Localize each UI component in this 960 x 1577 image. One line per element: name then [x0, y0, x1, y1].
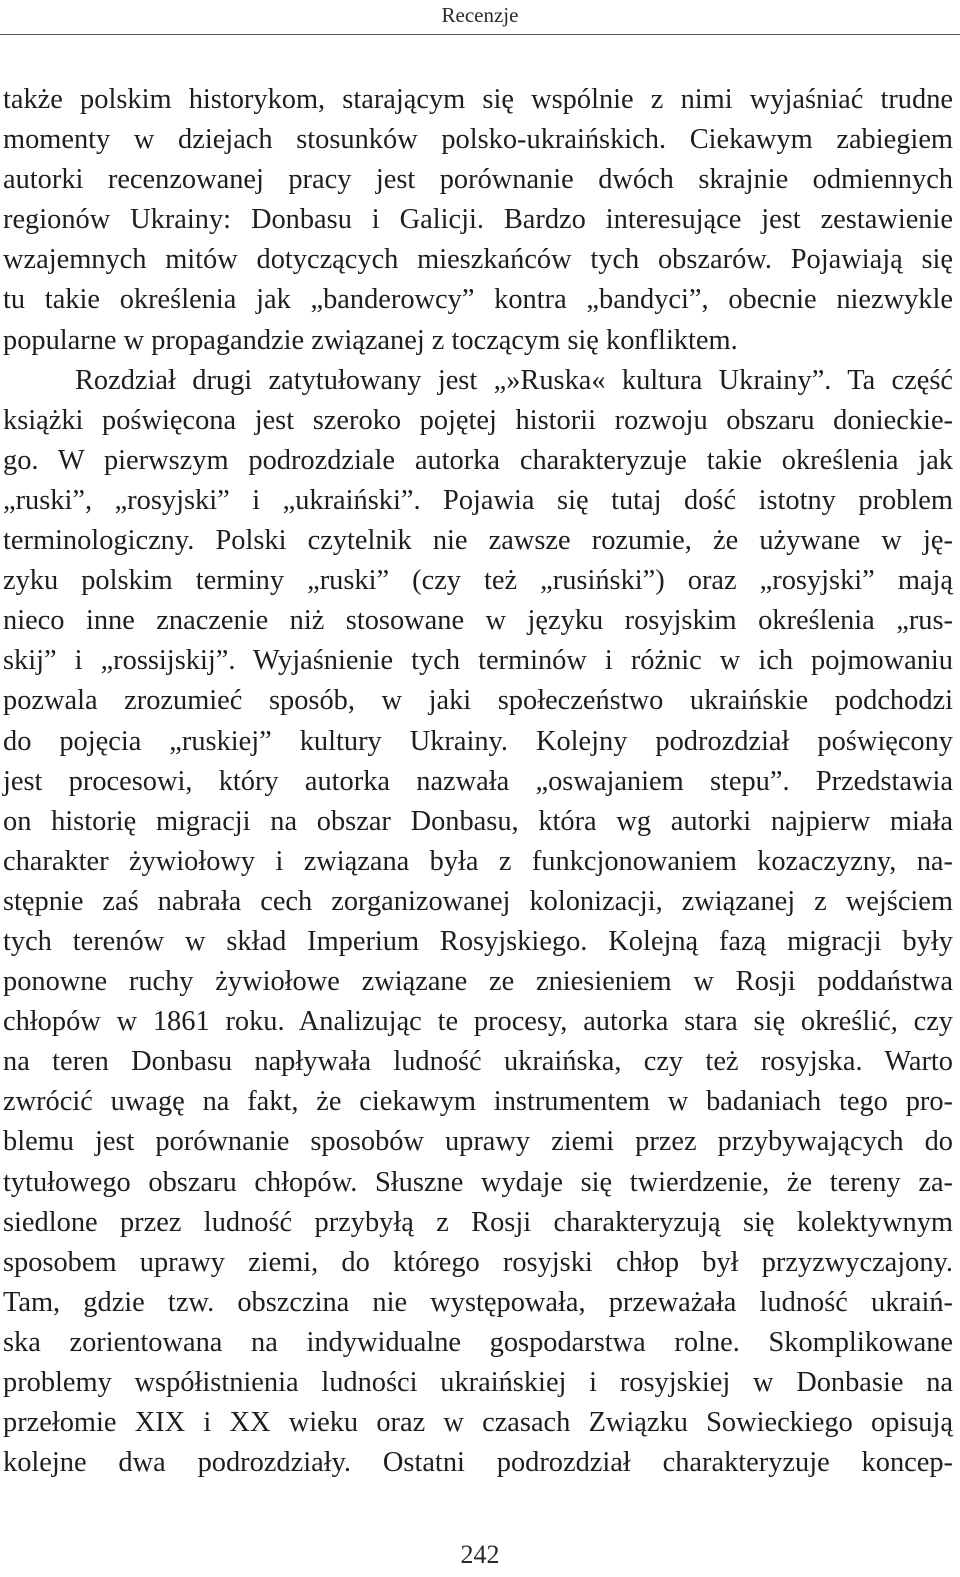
text-line: siedlone przez ludność przybyłą z Rosji charakteryzują się kolektywnym [3, 1206, 953, 1238]
text-line: nieco inne znaczenie niż stosowane w języku rosyjskim określenia „rus- [3, 605, 953, 637]
text-line: kolejne dwa podrozdziały. Ostatni podrozdział charakteryzuje koncep- [3, 1447, 953, 1479]
text-line: problemy współistnienia ludności ukraińskiej i rosyjskiej w Donbasie na [3, 1367, 953, 1398]
text-line: „ruski”, „rosyjski” i „ukraiński”. Pojawia się tutaj dość istotny problem [3, 484, 953, 516]
text-line: momenty w dziejach stosunków polsko-ukraińskich. Ciekawym zabiegiem [3, 124, 953, 156]
text-line: przełomie XIX i XX wieku oraz w czasach Związku Sowieckiego opisują [3, 1407, 953, 1439]
text-line: książki poświęcona jest szeroko pojętej historii rozwoju obszaru donieckie- [3, 404, 953, 436]
text-line: tu takie określenia jak „banderowcy” kontra „bandyci”, obecnie niezwykle [3, 284, 953, 316]
text-line: popularne w propagandzie związanej z toczącym się konfliktem. [3, 324, 738, 356]
text-line: regionów Ukrainy: Donbasu i Galicji. Bardzo interesujące jest zestawienie [3, 204, 953, 236]
text-line: sposobem uprawy ziemi, do którego rosyjski chłop był przyzwyczajony. [3, 1246, 953, 1278]
text-line: stępnie zaś nabrała cech zorganizowanej kolonizacji, związanej z wejściem [3, 885, 953, 917]
page-number: 242 [460, 1540, 500, 1569]
text-line: tych terenów w skład Imperium Rosyjskiego. Kolejną fazą migracji były [3, 925, 953, 957]
body-text [3, 80, 953, 1483]
text-line: charakter żywiołowy i związana była z funkcjonowaniem kozaczyzny, na- [3, 845, 953, 877]
text-line: autorki recenzowanej pracy jest porównanie dwóch skrajnie odmiennych [3, 164, 953, 196]
text-line: on historię migracji na obszar Donbasu, która wg autorki najpierw miała [3, 805, 953, 837]
running-head: Recenzje [441, 3, 519, 27]
text-line: na teren Donbasu napływała ludność ukraińska, czy też rosyjska. Warto [3, 1046, 953, 1078]
text-line: go. W pierwszym podrozdziale autorka charakteryzuje takie określenia jak [3, 444, 953, 476]
header-rule [0, 34, 960, 35]
text-line: chłopów w 1861 roku. Analizując te procesy, autorka stara się określić, czy [3, 1006, 953, 1038]
text-line-paragraph-start: Rozdział drugi zatytułowany jest „»Ruska« kultura Ukrainy”. Ta część [75, 364, 953, 396]
text-line: tytułowego obszaru chłopów. Słuszne wydaje się twierdzenie, że tereny za- [3, 1166, 953, 1198]
text-line: wzajemnych mitów dotyczących mieszkańców tych obszarów. Pojawiają się [3, 244, 953, 276]
text-line: blemu jest porównanie sposobów uprawy ziemi przez przybywających do [3, 1126, 953, 1158]
text-line: zyku polskim terminy „ruski” (czy też „rusiński”) oraz „rosyjski” mają [3, 565, 953, 597]
text-line: do pojęcia „ruskiej” kultury Ukrainy. Kolejny podrozdział poświęcony [3, 725, 953, 757]
text-line: ponowne ruchy żywiołowe związane ze zniesieniem w Rosji poddaństwa [3, 966, 953, 998]
text-line: terminologiczny. Polski czytelnik nie zawsze rozumie, że używane w ję- [3, 525, 953, 557]
text-line: skij” i „rossijskij”. Wyjaśnienie tych terminów i różnic w ich pojmowaniu [3, 645, 953, 677]
text-line: także polskim historykom, starającym się wspólnie z nimi wyjaśniać trudne [3, 84, 953, 115]
text-line: zwrócić uwagę na fakt, że ciekawym instrumentem w badaniach tego pro- [3, 1086, 953, 1118]
text-line: Tam, gdzie tzw. obszczina nie występowała, przeważała ludność ukraiń- [3, 1286, 953, 1318]
text-line: jest procesowi, który autorka nazwała „oswajaniem stepu”. Przedstawia [3, 765, 953, 797]
text-line: ska zorientowana na indywidualne gospodarstwa rolne. Skomplikowane [3, 1326, 953, 1358]
text-line: pozwala zrozumieć sposób, w jaki społeczeństwo ukraińskie podchodzi [3, 685, 953, 717]
